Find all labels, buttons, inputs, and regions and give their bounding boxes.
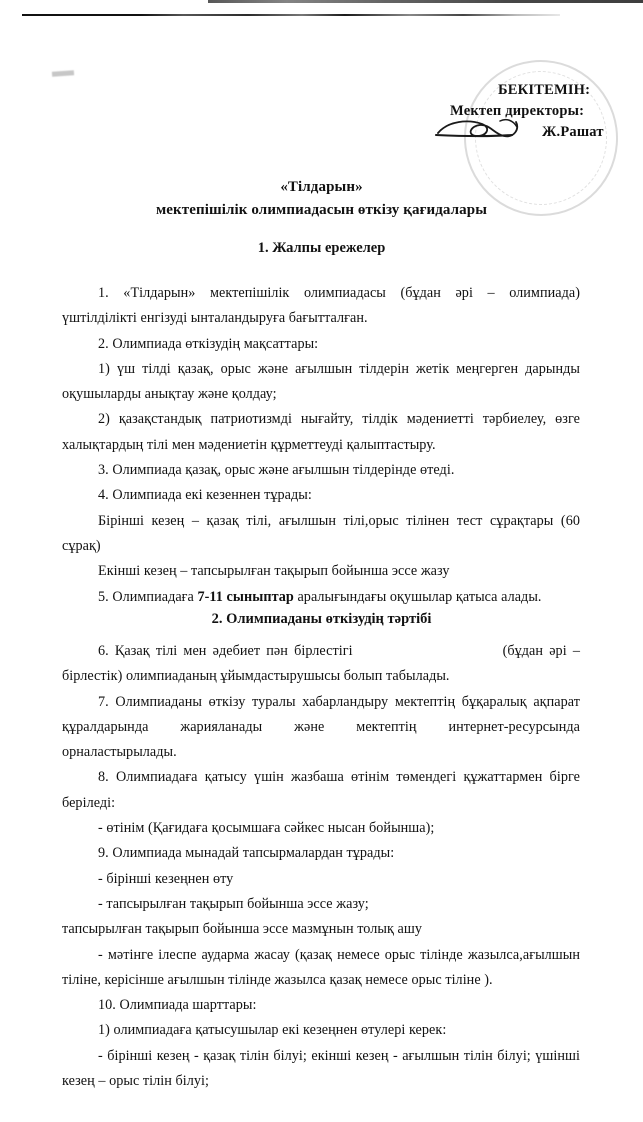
document-title [0,176,643,222]
paragraph-5 [62,585,580,610]
approval-role: Мектеп директоры: [450,103,585,119]
grades-range-emphasis: 7-11 сыныптар [197,588,294,605]
paragraph-3: 3. Олимпиада қазақ, орыс және ағылшын тілдерінде өтеді. [98,462,455,479]
section-1-heading: 1. Жалпы ережелер [257,240,386,256]
paragraph-9-item-translation: - мәтінге ілеспе аударма жасау (қазақ немесе орыс тілінде жазылса,ағылшын тіліне, керісінше ағылшын тілінде жазылса қазақ немесе орыс тіліне ). [62,946,580,988]
section-2-body [62,639,580,1094]
paragraph-6-before: 6. Қазақ тілі мен әдебиет пән бірлестігі [98,643,353,659]
paragraph-8-item-application: - өтінім (Қағидаға қосымшаға сәйкес нысан бойынша); [98,820,435,837]
paragraph-2-2: 2) қазақстандық патриотизмді нығайту, тілдік мәдениетті тәрбиелеу, өзге халықтардың тілі мен мәдениетін құрметтеуді қалыптастыру. [62,411,580,453]
paragraph-2-1: 1) үш тілді қазақ, орыс және ағылшын тілдерін жетік меңгерген дарынды оқушыларды анықтау және қолдау; [62,360,580,403]
paragraph-1: 1. «Тілдарын» мектепішілік олимпиадасы (бұдан әрі – олимпиада) үштілділікті енгізуді ынталандыруға бағытталған. [62,285,580,327]
paragraph-stage-2: Екінші кезең – тапсырылған тақырып бойынша эссе жазу [98,563,450,580]
paragraph-2: 2. Олимпиада өткізудің мақсаттары: [98,335,319,352]
approval-signer-row [432,122,643,144]
paragraph-10-stages: - бірінші кезең - қазақ тілін білуі; екінші кезең - ағылшын тілін білуі; үшінші кезең – орыс тілін білуі; [62,1047,580,1090]
scan-smudge-mark [52,70,74,77]
paragraph-10: 10. Олимпиада шарттары: [98,997,257,1014]
approval-label: БЕКІТЕМІН: [498,82,591,98]
paragraph-5-after: аралығындағы оқушылар қатыса алады. [293,588,542,605]
paragraph-5-before: 5. Олимпиадаға [98,588,198,605]
section-2-heading: 2. Олимпиаданы өткізудің тәртібі [211,611,432,627]
paragraph-9: 9. Олимпиада мынадай тапсырмалардан тұрады: [98,845,395,862]
paragraph-10-item-1: 1) олимпиадаға қатысушылар екі кезеңнен өтулері керек: [98,1022,447,1039]
paragraph-6 [62,639,580,690]
paragraph-9-item-essay: - тапсырылған тақырып бойынша эссе жазу; [98,895,369,912]
scan-edge-artifact [208,0,643,3]
paragraph-8: 8. Олимпиадаға қатысу үшін жазбаша өтінім төмендегі құжаттармен бірге беріледі: [62,769,580,811]
paragraph-9-essay-note: тапсырылған тақырып бойынша эссе мазмұнын толық ашу [62,921,422,938]
paragraph-4: 4. Олимпиада екі кезеннен тұрады: [98,487,312,504]
approval-signer-name: Ж.Рашат [542,124,604,140]
paragraph-6-after: (бұдан әрі – бірлестік) олимпиаданың ұйымдастырушысы болып табылады. [62,643,580,685]
paragraph-7: 7. Олимпиаданы өткізу туралы хабарландыру мектептің бұқаралық ақпарат құралдарында жарияланады және мектептің интернет-ресурсында орналастырылады. [62,693,580,761]
document-title-line2: мектепішілік олимпиадасын өткізу қағидалары [155,202,488,218]
document-title-line1: «Тілдарын» [280,179,363,195]
paragraph-stage-1: Бірінші кезең – қазақ тілі, ағылшын тілі,орыс тілінен тест сұрақтары (60 сұрақ) [62,512,580,554]
scan-edge-line [22,14,560,16]
section-1-body [62,281,580,610]
approval-block [432,80,643,144]
paragraph-9-item-stage1: - бірінші кезеңнен өту [98,870,234,887]
